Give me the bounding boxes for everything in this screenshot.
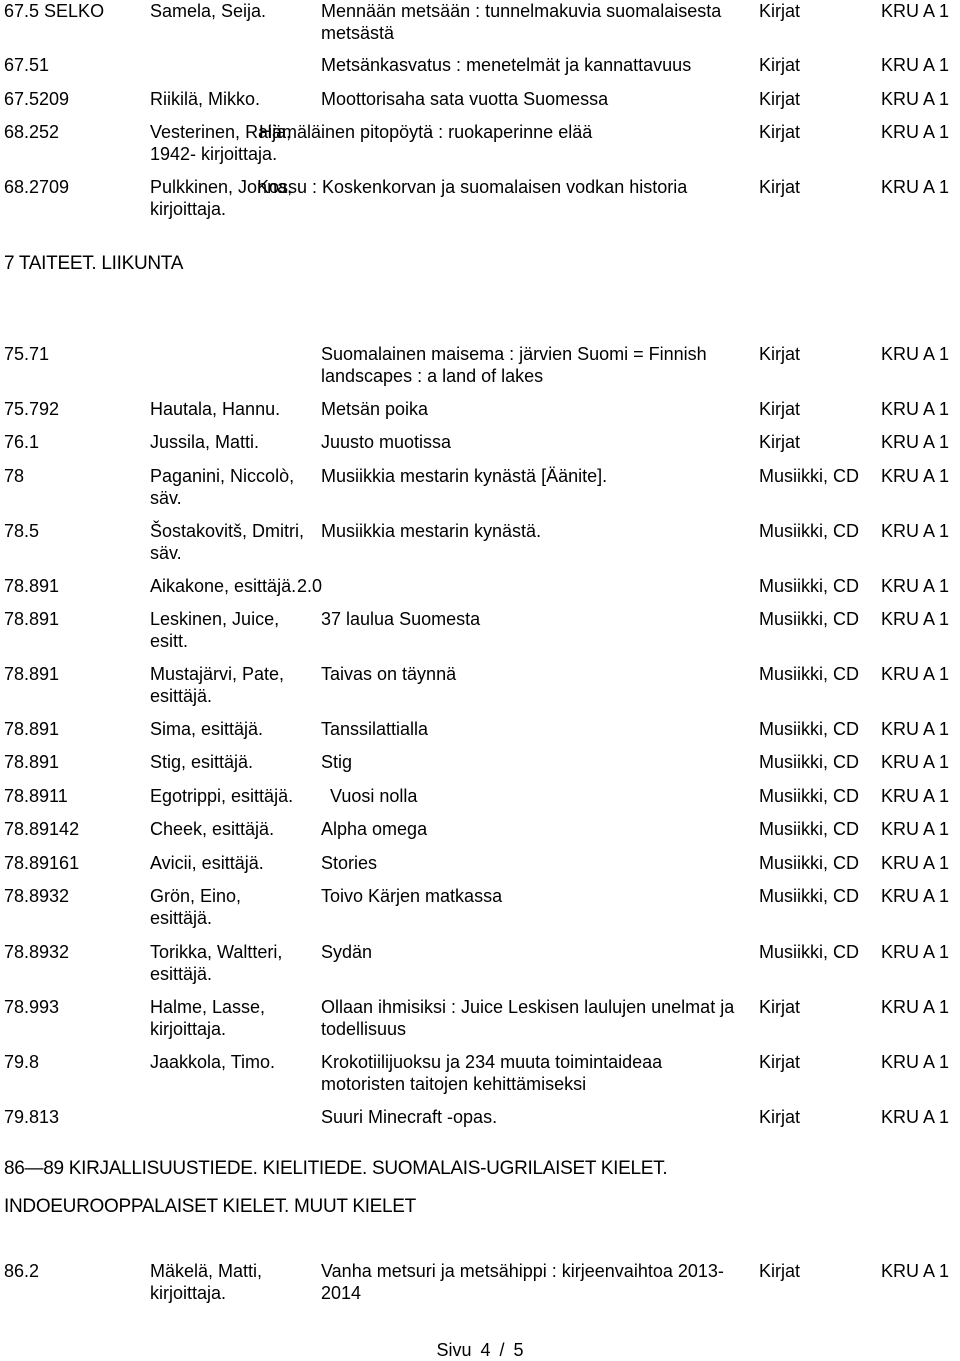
material-type: Kirjat (759, 432, 801, 452)
material-type: Musiikki, CD (759, 886, 860, 906)
material-type: Musiikki, CD (759, 853, 860, 873)
section-heading: 7 TAITEET. LIIKUNTA (4, 253, 184, 274)
title: Suomalainen maisema : järvien Suomi = Finnish landscapes : a land of lakes (321, 344, 707, 386)
shelf-location: KRU A 1 (881, 576, 950, 596)
material-type: Kirjat (759, 1052, 801, 1072)
class-code: 67.5 SELKO (4, 1, 105, 21)
class-code: 75.792 (4, 399, 60, 419)
shelf-location: KRU A 1 (881, 942, 950, 962)
material-type: Musiikki, CD (759, 819, 860, 839)
author: Aikakone, esittäjä. (150, 576, 297, 596)
class-code: 78.891 (4, 752, 60, 772)
title: Musiikkia mestarin kynästä [Äänite]. (321, 466, 608, 486)
class-code: 68.2709 (4, 177, 70, 197)
class-code: 67.5209 (4, 89, 70, 109)
shelf-location: KRU A 1 (881, 89, 950, 109)
shelf-location: KRU A 1 (881, 786, 950, 806)
title: Stig (321, 752, 353, 772)
material-type: Musiikki, CD (759, 786, 860, 806)
title: Vanha metsuri ja metsähippi : kirjeenvaihtoa 2013-2014 (321, 1261, 724, 1303)
shelf-location: KRU A 1 (881, 609, 950, 629)
title: Stories (321, 853, 378, 873)
shelf-location: KRU A 1 (881, 1261, 950, 1281)
page-number: 4 (480, 1340, 491, 1360)
title: Toivo Kärjen matkassa (321, 886, 503, 906)
class-code: 78.8911 (4, 786, 68, 806)
title: Mennään metsään : tunnelmakuvia suomalaisesta metsästä (321, 1, 722, 43)
author: Leskinen, Juice, esitt. (150, 609, 280, 651)
shelf-location: KRU A 1 (881, 719, 950, 739)
author: Riikilä, Mikko. (150, 89, 261, 109)
class-code: 78.8932 (4, 942, 70, 962)
page-total: 5 (513, 1340, 524, 1360)
shelf-location: KRU A 1 (881, 399, 950, 419)
material-type: Kirjat (759, 997, 801, 1017)
title: Kossu : Koskenkorvan ja suomalaisen vodkan historia (257, 177, 688, 197)
shelf-location: KRU A 1 (881, 752, 950, 772)
author: Samela, Seija. (150, 1, 267, 21)
shelf-location: KRU A 1 (881, 521, 950, 541)
class-code: 78.8932 (4, 886, 70, 906)
title: Hämäläinen pitopöytä : ruokaperinne elää (259, 122, 593, 142)
shelf-location: KRU A 1 (881, 819, 950, 839)
title: Taivas on täynnä (321, 664, 457, 684)
author: Sima, esittäjä. (150, 719, 264, 739)
class-code: 78.891 (4, 664, 60, 684)
author: Stig, esittäjä. (150, 752, 254, 772)
class-code: 68.252 (4, 122, 60, 142)
material-type: Kirjat (759, 122, 801, 142)
title: Sydän (321, 942, 373, 962)
shelf-location: KRU A 1 (881, 432, 950, 452)
title: Suuri Minecraft -opas. (321, 1107, 498, 1127)
class-code: 75.71 (4, 344, 50, 364)
author: Vesterinen, Raija, 1942- kirjoittaja. (150, 122, 292, 164)
shelf-location: KRU A 1 (881, 177, 950, 197)
title: Tanssilattialla (321, 719, 429, 739)
author: Torikka, Waltteri, esittäjä. (150, 942, 283, 984)
material-type: Kirjat (759, 399, 801, 419)
class-code: 78.891 (4, 576, 60, 596)
material-type: Kirjat (759, 1261, 801, 1281)
shelf-location: KRU A 1 (881, 466, 950, 486)
material-type: Musiikki, CD (759, 576, 860, 596)
title: Metsänkasvatus : menetelmät ja kannattavuus (321, 55, 692, 75)
material-type: Kirjat (759, 1, 801, 21)
material-type: Kirjat (759, 1107, 801, 1127)
class-code: 79.8 (4, 1052, 40, 1072)
class-code: 67.51 (4, 55, 50, 75)
material-type: Musiikki, CD (759, 664, 860, 684)
material-type: Kirjat (759, 344, 801, 364)
class-code: 78.993 (4, 997, 60, 1017)
author: Mäkelä, Matti, kirjoittaja. (150, 1261, 263, 1303)
shelf-location: KRU A 1 (881, 344, 950, 364)
class-code: 78.891 (4, 719, 60, 739)
section-heading: 86—89 KIRJALLISUUSTIEDE. KIELITIEDE. SUOMALAIS-UGRILAISET KIELET. (4, 1158, 668, 1179)
title: Juusto muotissa (321, 432, 452, 452)
shelf-location: KRU A 1 (881, 1, 950, 21)
author: Avicii, esittäjä. (150, 853, 264, 873)
material-type: Kirjat (759, 55, 801, 75)
shelf-location: KRU A 1 (881, 997, 950, 1017)
author: Mustajärvi, Pate, esittäjä. (150, 664, 285, 706)
class-code: 78.89142 (4, 819, 80, 839)
author: Hautala, Hannu. (150, 399, 281, 419)
author: Grön, Eino, esittäjä. (150, 886, 242, 928)
class-code: 79.813 (4, 1107, 60, 1127)
material-type: Musiikki, CD (759, 719, 860, 739)
class-code: 76.1 (4, 432, 40, 452)
page-label: Sivu (436, 1340, 472, 1360)
class-code: 78 (4, 466, 25, 486)
material-type: Kirjat (759, 177, 801, 197)
class-code: 78.5 (4, 521, 40, 541)
author: Paganini, Niccolò, säv. (150, 466, 295, 508)
author: Jaakkola, Timo. (150, 1052, 276, 1072)
title: Musiikkia mestarin kynästä. (321, 521, 542, 541)
material-type: Musiikki, CD (759, 752, 860, 772)
title: Alpha omega (321, 819, 428, 839)
author: Egotrippi, esittäjä. (150, 786, 294, 806)
shelf-location: KRU A 1 (881, 122, 950, 142)
author: Halme, Lasse, kirjoittaja. (150, 997, 266, 1039)
material-type: Musiikki, CD (759, 521, 860, 541)
author: Pulkkinen, Jonna, kirjoittaja. (150, 177, 293, 219)
material-type: Musiikki, CD (759, 942, 860, 962)
material-type: Musiikki, CD (759, 466, 860, 486)
shelf-location: KRU A 1 (881, 886, 950, 906)
class-code: 78.89161 (4, 853, 80, 873)
title: 37 laulua Suomesta (321, 609, 481, 629)
title: Ollaan ihmisiksi : Juice Leskisen laulujen unelmat ja todellisuus (321, 997, 735, 1039)
author: Šostakovitš, Dmitri, säv. (150, 521, 305, 563)
class-code: 78.891 (4, 609, 60, 629)
author: Jussila, Matti. (150, 432, 260, 452)
shelf-location: KRU A 1 (881, 664, 950, 684)
title: Vuosi nolla (330, 786, 418, 806)
shelf-location: KRU A 1 (881, 1052, 950, 1072)
page-footer (0, 1340, 960, 1361)
author: Cheek, esittäjä. (150, 819, 275, 839)
class-code: 86.2 (4, 1261, 40, 1281)
shelf-location: KRU A 1 (881, 853, 950, 873)
material-type: Musiikki, CD (759, 609, 860, 629)
title: 2.0 (297, 576, 323, 596)
shelf-location: KRU A 1 (881, 1107, 950, 1127)
material-type: Kirjat (759, 89, 801, 109)
title: Moottorisaha sata vuotta Suomessa (321, 89, 609, 109)
title: Metsän poika (321, 399, 429, 419)
section-heading-continued: INDOEUROOPPALAISET KIELET. MUUT KIELET (4, 1196, 416, 1217)
page-separator: / (499, 1340, 505, 1360)
shelf-location: KRU A 1 (881, 55, 950, 75)
title: Krokotiilijuoksu ja 234 muuta toimintaideaa motoristen taitojen kehittämiseksi (321, 1052, 663, 1094)
